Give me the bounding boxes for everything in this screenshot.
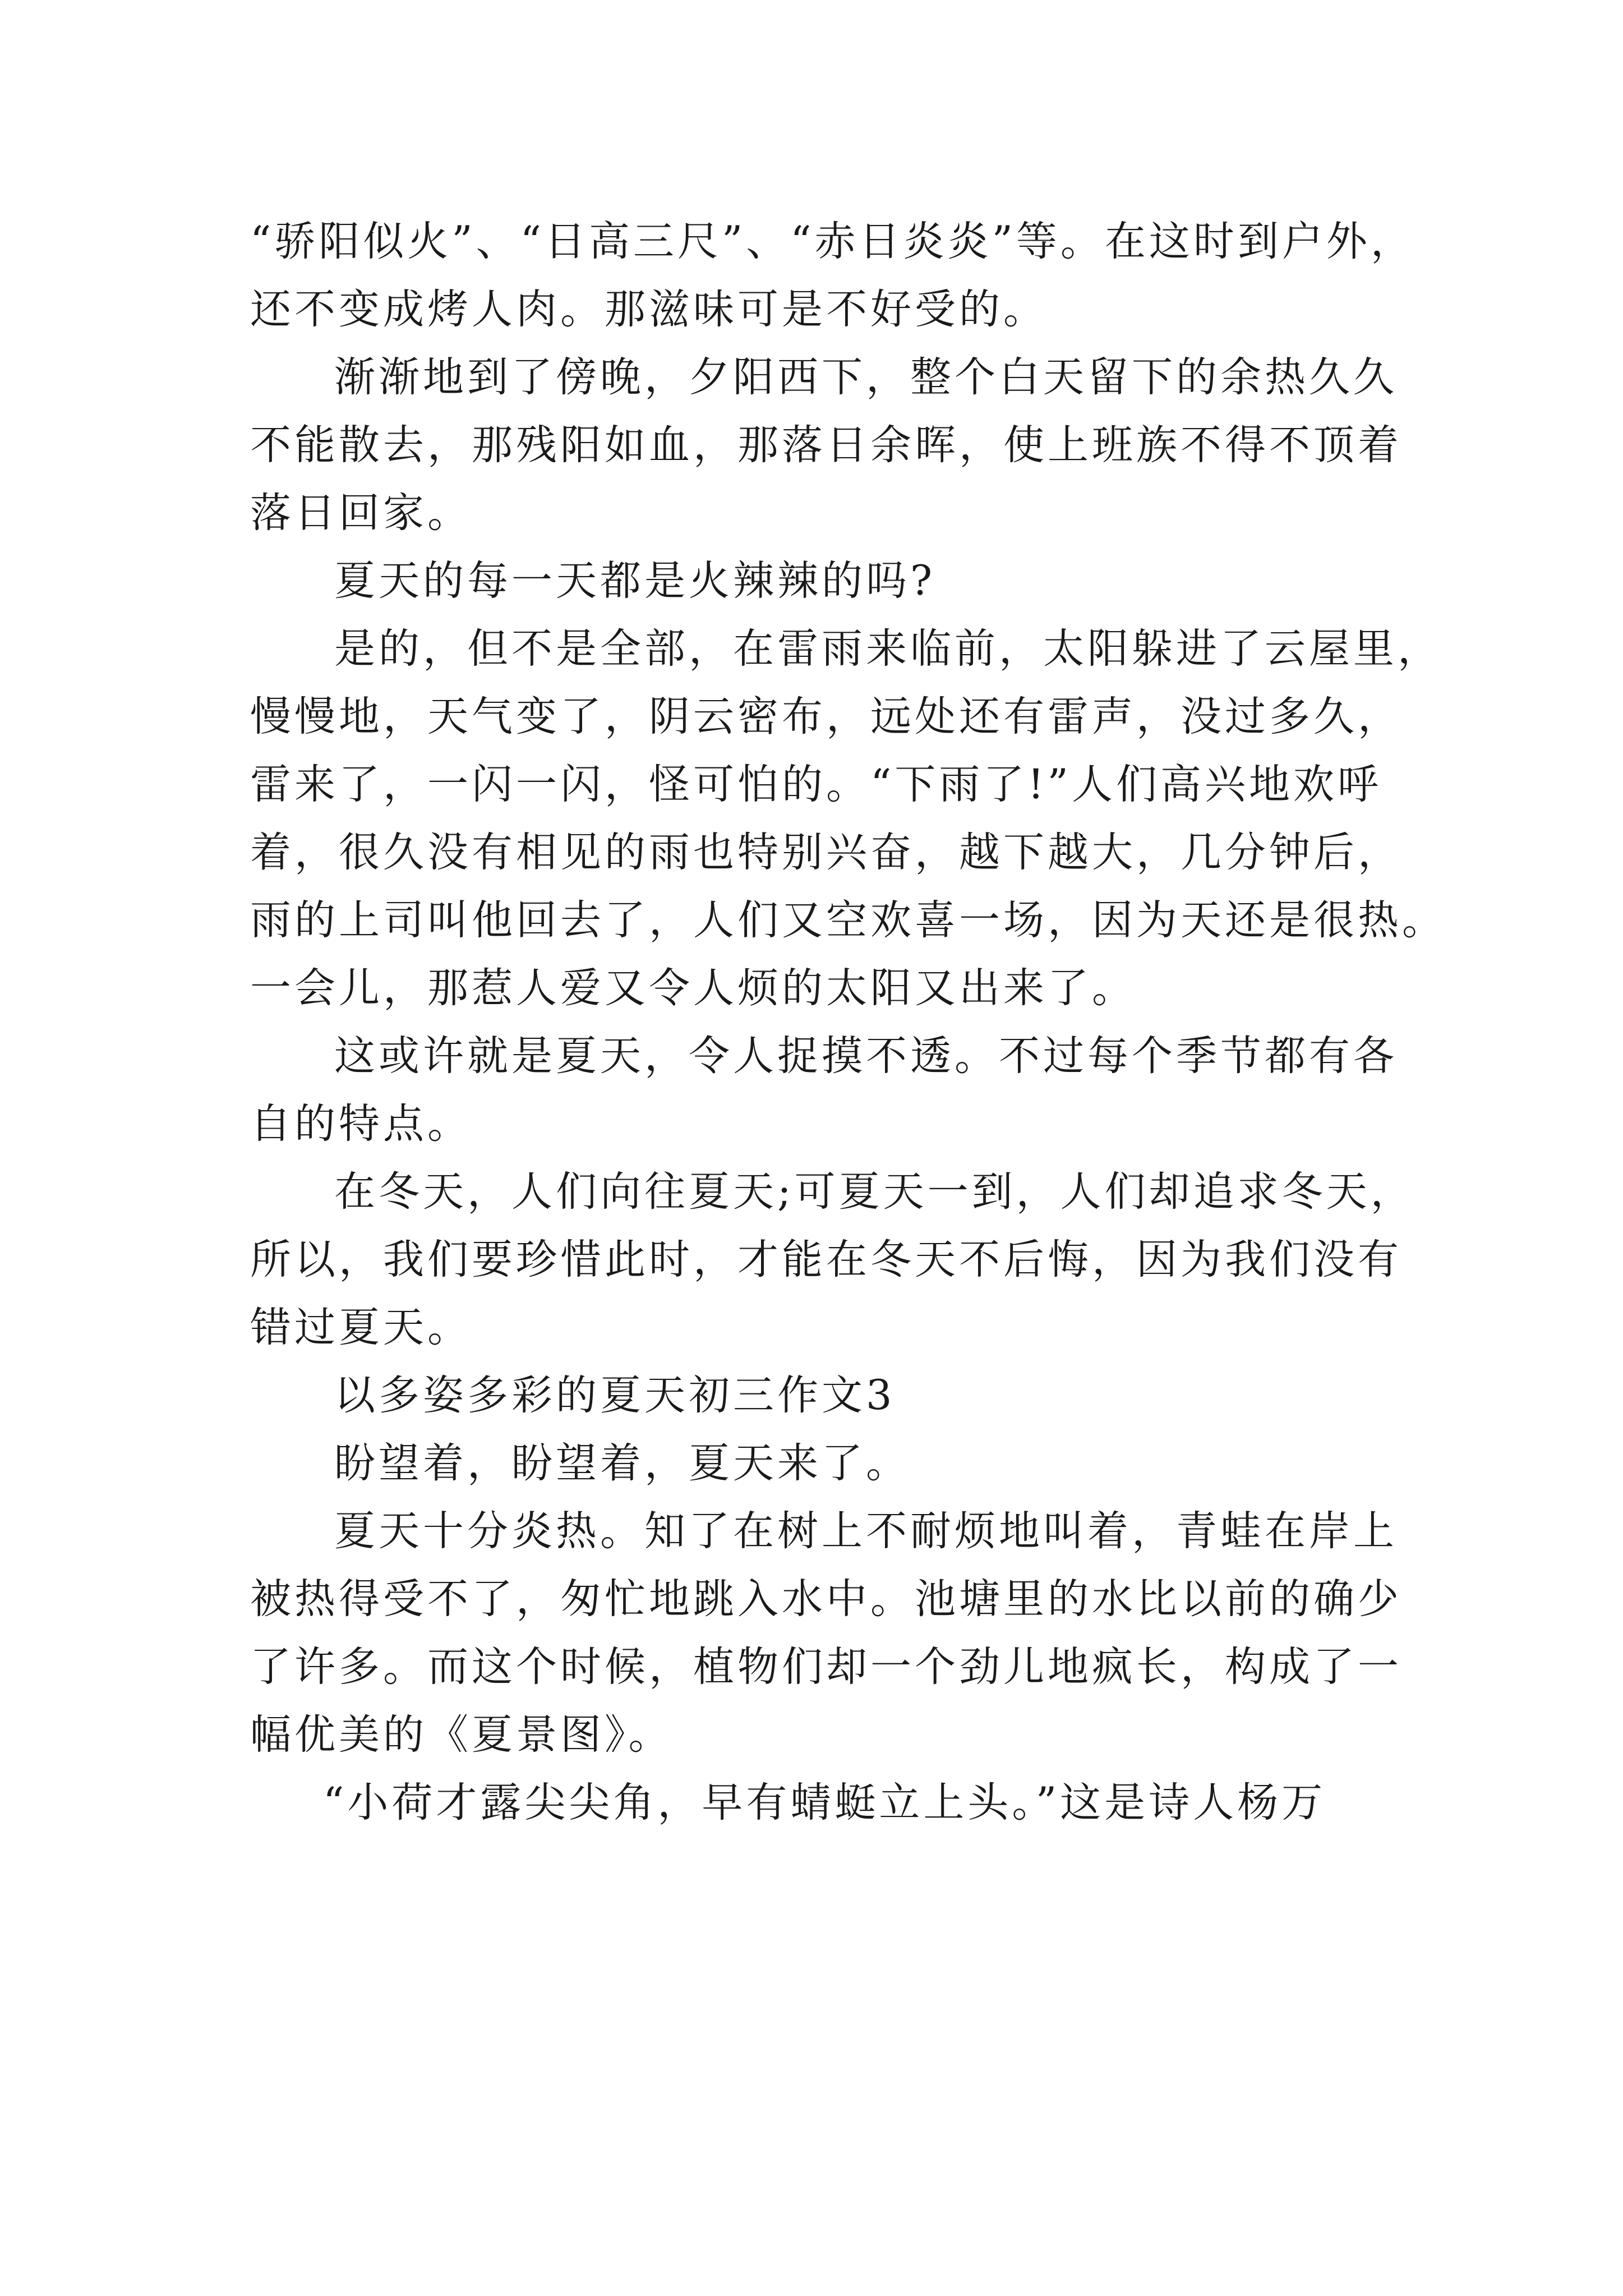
text-line: 一会儿，那惹人爱又令人烦的太阳又出来了。 bbox=[250, 964, 1136, 1012]
text-line: 夏天十分炎热。知了在树上不耐烦地叫着，青蛙在岸上 bbox=[334, 1507, 1398, 1555]
section-heading: 以多姿多彩的夏天初三作文3 bbox=[334, 1372, 896, 1419]
text-line: 是的，但不是全部，在雷雨来临前，太阳躲进了云屋里， bbox=[334, 625, 1442, 673]
text-line: 夏天的每一天都是火辣辣的吗? bbox=[334, 557, 936, 605]
text-line: 慢慢地，天气变了，阴云密布，远处还有雷声，没过多久， bbox=[250, 693, 1402, 740]
text-line: 雨的上司叫他回去了，人们又空欢喜一场，因为天还是很热。 bbox=[250, 896, 1446, 944]
document-body bbox=[250, 208, 1446, 1837]
text-line: 雷来了，一闪一闪，怪可怕的。“下雨了!”人们高兴地欢呼 bbox=[250, 761, 1382, 808]
text-line: 了许多。而这个时候，植物们却一个劲儿地疯长，构成了一 bbox=[250, 1643, 1402, 1691]
text-line: 自的特点。 bbox=[250, 1100, 472, 1148]
text-line: 着，很久没有相见的雨也特别兴奋，越下越大，几分钟后， bbox=[250, 829, 1402, 876]
text-line: 所以，我们要珍惜此时，才能在冬天不后悔，因为我们没有 bbox=[250, 1236, 1402, 1283]
text-line: 在冬天，人们向往夏天;可夏天一到，人们却追求冬天， bbox=[334, 1168, 1415, 1216]
text-line: 落日回家。 bbox=[250, 489, 472, 537]
text-line: “骄阳似火”、“日高三尺”、“赤日炎炎”等。在这时到户外， bbox=[250, 218, 1415, 265]
text-line: 幅优美的《夏景图》。 bbox=[250, 1711, 673, 1759]
text-line: 被热得受不了，匆忙地跳入水中。池塘里的水比以前的确少 bbox=[250, 1575, 1402, 1623]
text-line: “小荷才露尖尖角，早有蜻蜓立上头。”这是诗人杨万 bbox=[323, 1779, 1326, 1826]
text-line: 这或许就是夏天，令人捉摸不透。不过每个季节都有各 bbox=[334, 1032, 1398, 1080]
text-line: 不能散去，那残阳如血，那落日余晖，使上班族不得不顶着 bbox=[250, 421, 1402, 469]
text-line: 渐渐地到了傍晚，夕阳西下，整个白天留下的余热久久 bbox=[334, 353, 1398, 401]
text-line: 还不变成烤人肉。那滋味可是不好受的。 bbox=[250, 286, 1048, 333]
text-line: 盼望着，盼望着，夏天来了。 bbox=[334, 1439, 910, 1487]
text-line: 错过夏天。 bbox=[250, 1304, 472, 1351]
